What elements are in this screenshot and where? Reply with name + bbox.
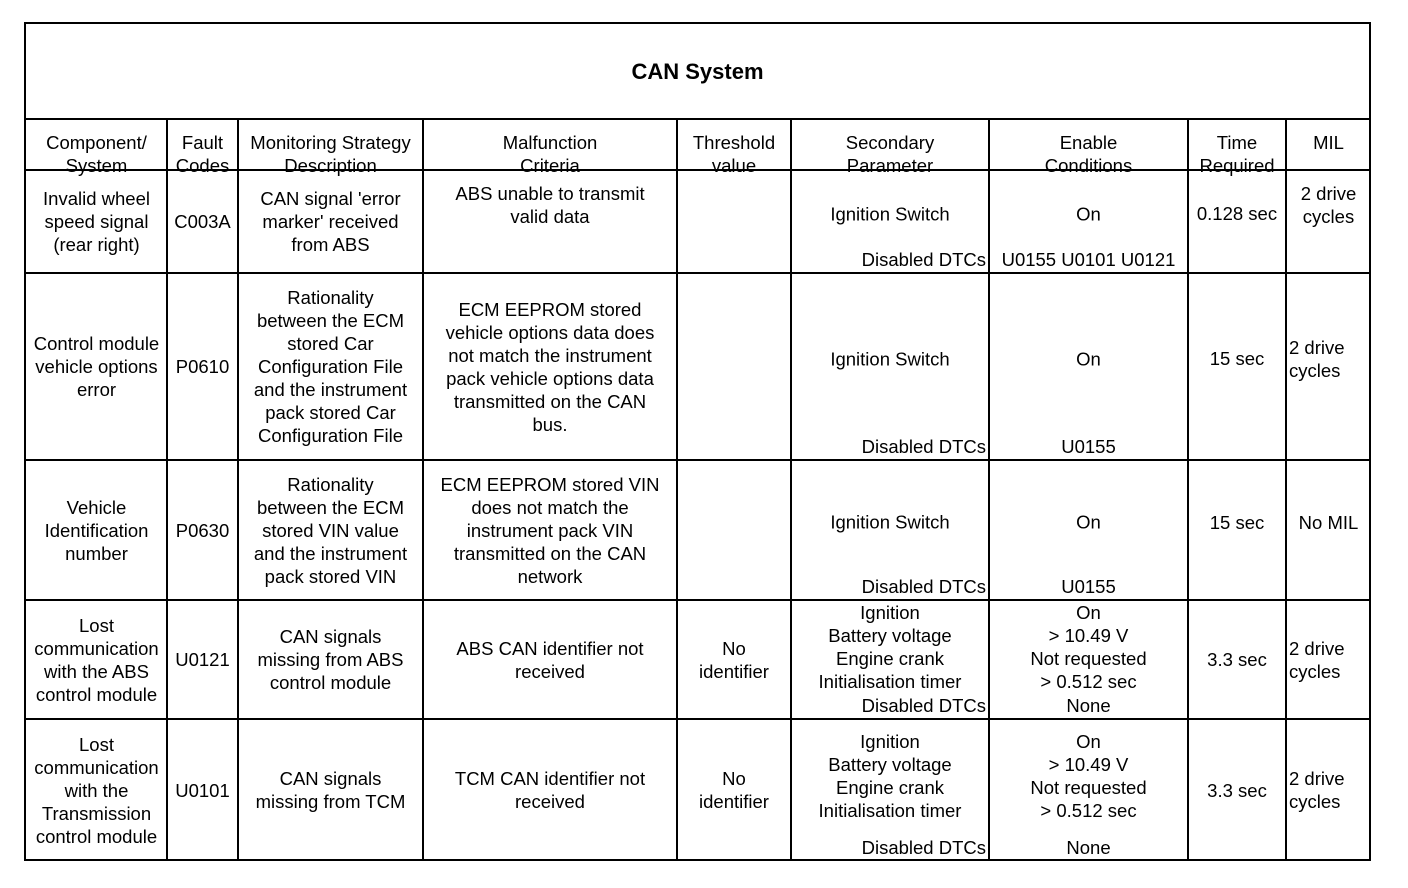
- component-line: (rear right): [53, 234, 140, 255]
- criteria-line: transmitted on the CAN: [453, 542, 647, 564]
- time-required-cell: [1188, 170, 1286, 273]
- criteria-line: received: [515, 660, 585, 682]
- strategy-line: between the ECM: [256, 496, 405, 518]
- component-line: error: [76, 379, 117, 400]
- column-header-line: Conditions: [1044, 155, 1133, 176]
- component-cell: [26, 460, 167, 600]
- secondary-parameter-line: Battery voltage: [828, 625, 952, 646]
- column-header-line: Codes: [175, 155, 230, 176]
- component-cell: [26, 719, 167, 861]
- secondary-parameter-line: Initialisation timer: [818, 800, 962, 821]
- strategy-text: [260, 187, 400, 256]
- threshold-cell: [677, 460, 791, 600]
- strategy-line: from ABS: [291, 234, 370, 255]
- component-line: Transmission: [41, 802, 152, 824]
- enable-conditions-cell: [989, 273, 1188, 460]
- criteria-cell: [423, 460, 677, 600]
- time-required: 3.3 sec: [1207, 779, 1267, 801]
- mil-cell: [1286, 273, 1371, 460]
- column-header-line: Secondary: [845, 132, 935, 153]
- criteria-text: [446, 298, 655, 436]
- criteria-line: not match the instrument: [448, 344, 652, 366]
- column-header-strategy: [238, 119, 423, 176]
- column-header-line: Monitoring Strategy: [250, 132, 411, 153]
- enable-conditions-list: [989, 511, 1188, 534]
- criteria-line: ECM EEPROM stored VIN: [440, 473, 660, 495]
- secondary-parameter-list: [791, 601, 989, 693]
- component-line: with the: [64, 779, 129, 801]
- threshold-line: identifier: [699, 660, 769, 682]
- strategy-text: [254, 286, 407, 447]
- disabled-dtcs-value: U0155: [1061, 436, 1116, 457]
- secondary-parameter-cell: [791, 460, 989, 600]
- time-required: 0.128 sec: [1196, 203, 1278, 224]
- component-line: communication: [34, 637, 159, 659]
- threshold-line: No: [722, 637, 746, 659]
- column-header-component: [26, 119, 167, 176]
- column-header-line: Criteria: [520, 155, 580, 176]
- time-required-cell: [1188, 719, 1286, 861]
- fault-code-cell: [167, 719, 238, 861]
- strategy-line: stored VIN value: [262, 519, 399, 541]
- component-line: speed signal: [44, 211, 149, 232]
- component-line: communication: [34, 756, 159, 778]
- secondary-parameter-line: Initialisation timer: [818, 671, 962, 692]
- secondary-parameter-list: [791, 202, 989, 225]
- time-required-cell: [1188, 273, 1286, 460]
- strategy-line: pack stored Car: [265, 402, 396, 423]
- component-line: Invalid wheel: [43, 188, 150, 209]
- disabled-dtcs-value: U0155 U0101 U0121: [1001, 249, 1176, 270]
- threshold-cell: [677, 170, 791, 273]
- strategy-line: stored Car: [287, 333, 374, 354]
- table-title: CAN System: [631, 58, 764, 84]
- criteria-text: [455, 767, 645, 813]
- threshold-text: [699, 637, 769, 683]
- column-header-mil: [1286, 119, 1371, 170]
- time-required: 15 sec: [1209, 511, 1265, 533]
- component-text: [43, 187, 150, 256]
- fault-code-cell: [167, 273, 238, 460]
- component-text: [34, 733, 158, 848]
- component-text: [34, 332, 159, 401]
- mil-line: cycles: [1302, 206, 1355, 227]
- threshold-line: identifier: [699, 791, 769, 812]
- enable-condition-line: On: [1076, 348, 1101, 369]
- strategy-line: pack stored VIN: [264, 565, 397, 587]
- strategy-line: Configuration File: [257, 356, 403, 377]
- criteria-line: TCM CAN identifier not: [454, 768, 646, 789]
- mil-text: [1289, 637, 1345, 683]
- column-header-line: Fault: [181, 132, 224, 153]
- disabled-dtcs-label: Disabled DTCs: [861, 695, 986, 716]
- mil-line: cycles: [1289, 359, 1341, 381]
- criteria-line: valid data: [510, 206, 590, 227]
- enable-conditions-list: [989, 601, 1188, 693]
- strategy-cell: [238, 600, 423, 719]
- threshold-text: [699, 767, 769, 813]
- strategy-line: missing from TCM: [255, 791, 406, 812]
- disabled-dtcs-value: None: [1066, 837, 1111, 858]
- enable-condition-line: > 10.49 V: [1048, 754, 1129, 775]
- strategy-line: and the instrument: [253, 542, 408, 564]
- mil-cell: [1286, 600, 1371, 719]
- disabled-dtcs-label: Disabled DTCs: [861, 576, 986, 597]
- enable-conditions-list: [989, 202, 1188, 225]
- mil-line: 2 drive: [1289, 768, 1345, 789]
- column-header-line: Threshold: [692, 132, 776, 153]
- column-header-line: Component/: [46, 132, 147, 153]
- enable-conditions-cell: [989, 600, 1188, 719]
- criteria-line: vehicle options data does: [445, 321, 655, 343]
- strategy-line: CAN signals: [279, 626, 382, 647]
- criteria-line: pack vehicle options data: [446, 367, 654, 389]
- criteria-line: network: [517, 565, 583, 587]
- criteria-line: received: [515, 791, 585, 812]
- fault-code-cell: [167, 600, 238, 719]
- column-header-line: Enable: [1059, 132, 1118, 153]
- mil-line: No MIL: [1298, 511, 1359, 533]
- secondary-parameter-line: Ignition Switch: [830, 203, 950, 224]
- strategy-line: Configuration File: [257, 425, 403, 446]
- criteria-cell: [423, 170, 677, 273]
- column-header-secondary: [791, 119, 989, 176]
- strategy-line: Rationality: [287, 473, 374, 495]
- strategy-line: marker' received: [262, 211, 399, 232]
- component-text: [45, 496, 149, 565]
- component-line: number: [65, 542, 128, 564]
- enable-condition-line: On: [1076, 511, 1101, 533]
- secondary-parameter-cell: [791, 170, 989, 273]
- component-line: control module: [35, 683, 158, 705]
- strategy-cell: [238, 273, 423, 460]
- strategy-line: between the ECM: [256, 310, 405, 331]
- column-header-criteria: [423, 119, 677, 176]
- threshold-cell: [677, 600, 791, 719]
- criteria-line: ABS CAN identifier not: [456, 637, 644, 659]
- time-required: 15 sec: [1209, 348, 1265, 369]
- criteria-cell: [423, 600, 677, 719]
- secondary-parameter-line: Engine crank: [836, 777, 944, 798]
- fault-code: P0630: [175, 519, 230, 541]
- secondary-parameter-line: Engine crank: [836, 648, 944, 669]
- mil-text: [1289, 336, 1345, 382]
- secondary-parameter-cell: [791, 273, 989, 460]
- component-line: Lost: [79, 733, 114, 755]
- secondary-parameter-line: Ignition: [860, 602, 920, 623]
- component-line: Identification: [44, 519, 149, 541]
- column-header-threshold: [677, 119, 791, 176]
- mil-text: [1289, 767, 1345, 813]
- secondary-parameter-list: [791, 347, 989, 370]
- criteria-line: does not match the: [471, 496, 629, 518]
- column-header-line: value: [711, 155, 757, 176]
- disabled-dtcs-label: Disabled DTCs: [861, 436, 986, 457]
- enable-conditions-list: [989, 347, 1188, 370]
- component-cell: [26, 170, 167, 273]
- strategy-line: and the instrument: [253, 379, 408, 400]
- component-line: control module: [35, 825, 158, 847]
- enable-condition-line: > 0.512 sec: [1040, 671, 1137, 692]
- column-header-fault-codes: [167, 119, 238, 176]
- strategy-line: CAN signal 'error: [260, 188, 401, 209]
- mil-line: 2 drive: [1300, 183, 1357, 204]
- enable-condition-line: On: [1076, 731, 1101, 752]
- enable-conditions-cell: [989, 170, 1188, 273]
- fault-code: U0101: [175, 779, 230, 801]
- time-required-cell: [1188, 600, 1286, 719]
- criteria-line: ECM EEPROM stored: [458, 298, 642, 320]
- column-header-line: Parameter: [846, 155, 934, 176]
- component-line: Lost: [79, 614, 114, 636]
- component-cell: [26, 600, 167, 719]
- enable-conditions-cell: [989, 719, 1188, 861]
- component-text: [34, 614, 158, 706]
- criteria-line: bus.: [532, 413, 568, 435]
- disabled-dtcs-value: None: [1066, 695, 1111, 716]
- column-header-line: System: [65, 155, 128, 176]
- mil-cell: [1286, 460, 1371, 600]
- time-required-cell: [1188, 460, 1286, 600]
- criteria-cell: [423, 719, 677, 861]
- disabled-dtcs-value: U0155: [1061, 576, 1116, 597]
- secondary-parameter-line: Ignition: [860, 731, 920, 752]
- strategy-line: Rationality: [287, 287, 374, 308]
- column-header-line: Required: [1199, 155, 1275, 176]
- mil-text: [1301, 182, 1357, 228]
- strategy-cell: [238, 719, 423, 861]
- secondary-parameter-cell: [791, 719, 989, 861]
- mil-line: cycles: [1289, 660, 1341, 682]
- criteria-line: transmitted on the CAN: [453, 390, 647, 412]
- mil-line: 2 drive: [1289, 637, 1345, 659]
- strategy-line: missing from ABS: [257, 649, 404, 670]
- fault-code: U0121: [175, 649, 230, 670]
- fault-code-cell: [167, 460, 238, 600]
- enable-condition-line: On: [1076, 602, 1101, 623]
- column-header-text: [1313, 131, 1344, 154]
- criteria-line: instrument pack VIN: [466, 519, 634, 541]
- component-line: Vehicle: [66, 496, 127, 518]
- secondary-parameter-line: Ignition Switch: [830, 511, 950, 533]
- strategy-cell: [238, 170, 423, 273]
- secondary-parameter-list: [791, 730, 989, 822]
- column-header-time: [1188, 119, 1286, 176]
- can-system-table: [24, 22, 1371, 861]
- mil-cell: [1286, 719, 1371, 861]
- enable-conditions-list: [989, 730, 1188, 822]
- mil-line: cycles: [1289, 791, 1341, 812]
- column-header-line: Time: [1216, 132, 1258, 153]
- component-line: with the ABS: [44, 660, 149, 682]
- criteria-cell: [423, 273, 677, 460]
- strategy-cell: [238, 460, 423, 600]
- threshold-cell: [677, 719, 791, 861]
- threshold-cell: [677, 273, 791, 460]
- fault-code: C003A: [174, 211, 231, 232]
- strategy-text: [254, 473, 407, 588]
- enable-condition-line: > 10.49 V: [1048, 625, 1129, 646]
- secondary-parameter-list: [791, 511, 989, 534]
- secondary-parameter-cell: [791, 600, 989, 719]
- fault-code-cell: [167, 170, 238, 273]
- criteria-text: [441, 473, 660, 588]
- time-required: 3.3 sec: [1207, 649, 1267, 670]
- disabled-dtcs-label: Disabled DTCs: [861, 249, 986, 270]
- component-line: vehicle options: [35, 356, 158, 377]
- mil-text: [1299, 511, 1359, 534]
- strategy-line: CAN signals: [279, 768, 382, 789]
- criteria-line: ABS unable to transmit: [455, 183, 645, 204]
- strategy-text: [258, 625, 404, 694]
- column-header-line: Description: [284, 155, 377, 176]
- enable-condition-line: > 0.512 sec: [1040, 800, 1137, 821]
- component-line: Control module: [33, 333, 160, 354]
- threshold-line: No: [722, 768, 746, 789]
- criteria-text: [455, 182, 644, 228]
- enable-condition-line: On: [1076, 203, 1101, 224]
- column-header-enable: [989, 119, 1188, 176]
- component-cell: [26, 273, 167, 460]
- strategy-line: control module: [269, 672, 392, 693]
- secondary-parameter-line: Battery voltage: [828, 754, 952, 775]
- column-header-line: Malfunction: [502, 132, 598, 153]
- enable-condition-line: Not requested: [1030, 777, 1147, 798]
- disabled-dtcs-label: Disabled DTCs: [861, 837, 986, 858]
- column-header-line: MIL: [1313, 132, 1344, 153]
- criteria-text: [456, 637, 643, 683]
- enable-condition-line: Not requested: [1030, 648, 1147, 669]
- fault-code: P0610: [175, 356, 230, 377]
- strategy-text: [256, 767, 406, 813]
- mil-line: 2 drive: [1289, 336, 1345, 358]
- secondary-parameter-line: Ignition Switch: [830, 348, 950, 369]
- mil-cell: [1286, 170, 1371, 273]
- enable-conditions-cell: [989, 460, 1188, 600]
